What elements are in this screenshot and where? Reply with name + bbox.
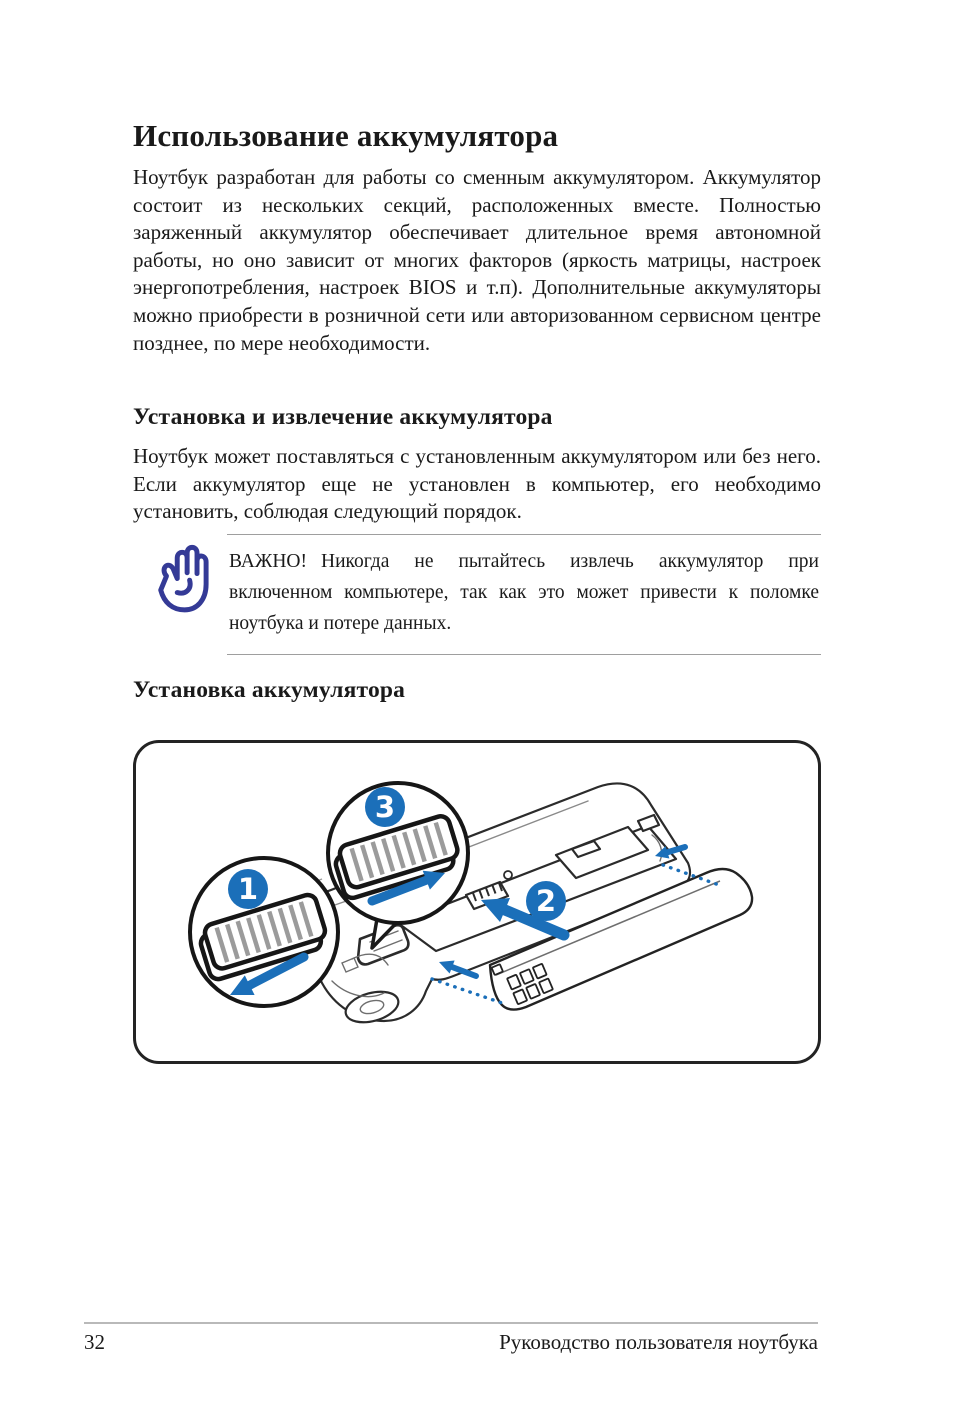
step-2-number: 2 xyxy=(535,884,557,918)
step-3-number: 3 xyxy=(374,790,396,824)
warning-message: Никогда не пытайтесь извлечь аккумулятор при включенном компьютере, так как это может привести к поломке ноутбука и потере данных. xyxy=(229,551,819,634)
stop-hand-icon xyxy=(150,542,216,620)
battery-installation-figure xyxy=(133,740,821,1064)
page-number: 32 xyxy=(84,1330,105,1354)
footer-rule xyxy=(84,1322,818,1324)
page-title: Использование аккумулятора xyxy=(133,118,559,153)
intro-paragraph: Ноутбук разработан для работы со сменным аккумулятором. Аккумулятор состоит из нескольких секций, расположенных вместе. Полностью заряженный аккумулятор обеспечивает длительное время автономной работы, но оно зависит от многих факторов (яркость матрицы, настроек энергопотребления, настроек BIOS и т.п). Дополнительные аккумуляторы можно приобрести в розничной сети или авторизованном сервисном центре позднее, по мере необходимости. xyxy=(133,165,821,355)
section-heading-install-remove: Установка и извлечение аккумулятора xyxy=(133,404,553,430)
warning-text xyxy=(227,534,821,655)
warning-callout xyxy=(133,534,821,655)
warning-label: ВАЖНО! xyxy=(229,551,307,572)
install-remove-paragraph: Ноутбук может поставляться с установленным аккумулятором или без него. Если аккумулятор еще не установлен в компьютер, его необходимо установить, соблюдая следующий порядок. xyxy=(133,444,821,524)
warning-icon-column xyxy=(133,534,227,655)
section-heading-install: Установка аккумулятора xyxy=(133,677,406,703)
step-1-number: 1 xyxy=(237,872,259,906)
laptop-bottom-diagram xyxy=(136,743,818,1061)
footer-text: Руководство пользователя ноутбука xyxy=(499,1330,818,1354)
